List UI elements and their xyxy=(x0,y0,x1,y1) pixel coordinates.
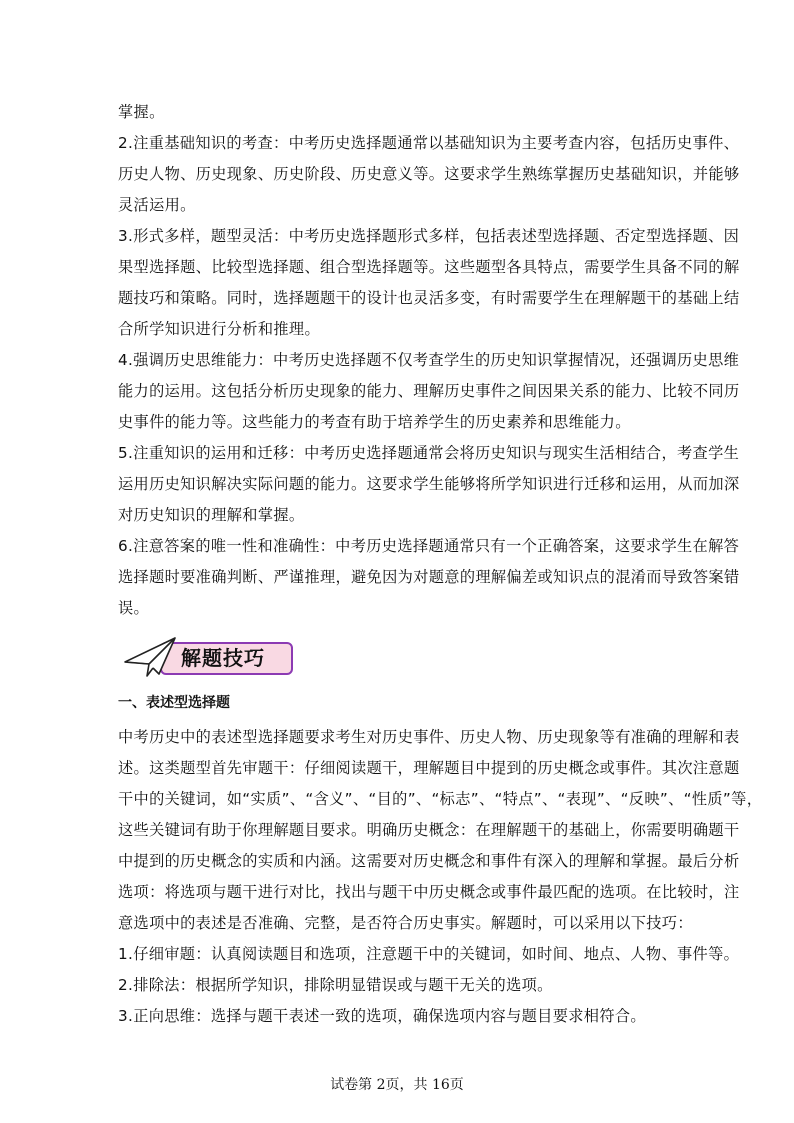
text-line: 运用历史知识解决实际问题的能力。这要求学生能够将所学知识进行迁移和运用，从而加深 xyxy=(118,475,740,493)
text-line: 1.仔细审题：认真阅读题目和选项，注意题干中的关键词，如时间、地点、人物、事件等。 xyxy=(118,945,740,963)
text-line: 掌握。 xyxy=(118,103,165,121)
text-line: 选择题时要准确判断、严谨推理，避免因为对题意的理解偏差或知识点的混淆而导致答案错 xyxy=(118,568,740,586)
text-line: 果型选择题、比较型选择题、组合型选择题等。这些题型各具特点，需要学生具备不同的解 xyxy=(118,258,740,276)
text-line: 这些关键词有助于你理解题目要求。明确历史概念：在理解题干的基础上，你需要明确题干 xyxy=(118,821,740,839)
text-line: 对历史知识的理解和掌握。 xyxy=(118,506,305,524)
text-line: 中提到的历史概念的实质和内涵。这需要对历史概念和事件有深入的理解和掌握。最后分析 xyxy=(118,852,740,870)
text-line: 误。 xyxy=(118,599,150,617)
banner-label: 解题技巧 xyxy=(181,646,265,670)
text-line: 意选项中的表述是否准确、完整，是否符合历史事实。解题时，可以采用以下技巧： xyxy=(118,914,693,932)
text-line: 史事件的能力等。这些能力的考查有助于培养学生的历史素养和思维能力。 xyxy=(118,413,631,431)
paper-plane-icon xyxy=(123,634,183,684)
text-line: 2.排除法：根据所学知识，排除明显错误或与题干无关的选项。 xyxy=(118,976,553,994)
text-line: 合所学知识进行分析和推理。 xyxy=(118,320,320,338)
text-line: 题技巧和策略。同时，选择题题干的设计也灵活多变，有时需要学生在理解题干的基础上结 xyxy=(118,289,740,307)
text-line: 3.正向思维：选择与题干表述一致的选项，确保选项内容与题目要求相符合。 xyxy=(118,1007,646,1025)
page-footer: 试卷第 2页，共 16页 xyxy=(330,1077,464,1093)
text-line: 6.注意答案的唯一性和准确性：中考历史选择题通常只有一个正确答案，这要求学生在解答 xyxy=(118,537,740,555)
text-line: 3.形式多样，题型灵活：中考历史选择题形式多样，包括表述型选择题、否定型选择题、因 xyxy=(118,227,740,245)
text-line: 灵活运用。 xyxy=(118,196,196,214)
text-line: 2.注重基础知识的考查：中考历史选择题通常以基础知识为主要考查内容，包括历史事件、 xyxy=(118,134,740,152)
text-line: 5.注重知识的运用和迁移：中考历史选择题通常会将历史知识与现实生活相结合，考查学生 xyxy=(118,444,740,462)
text-line: 能力的运用。这包括分析历史现象的能力、理解历史事件之间因果关系的能力、比较不同历 xyxy=(118,382,740,400)
exam-features-text xyxy=(118,97,740,624)
text-line: 中考历史中的表述型选择题要求考生对历史事件、历史人物、历史现象等有准确的理解和表 xyxy=(118,728,740,746)
technique-text xyxy=(118,722,763,1032)
text-line: 选项：将选项与题干进行对比，找出与题干中历史概念或事件最匹配的选项。在比较时，注 xyxy=(118,883,740,901)
text-line: 述。这类题型首先审题干：仔细阅读题干，理解题目中提到的历史概念或事件。其次注意题 xyxy=(118,759,740,777)
text-line: 历史人物、历史现象、历史阶段、历史意义等。这要求学生熟练掌握历史基础知识，并能够 xyxy=(118,165,740,183)
section-banner xyxy=(123,634,298,684)
section-heading: 一、表述型选择题 xyxy=(118,695,230,711)
text-line: 干中的关键词，如“实质”、“含义”、“目的”、“标志”、“特点”、“表现”、“反映”、“性质”等， xyxy=(118,790,763,808)
text-line: 4.强调历史思维能力：中考历史选择题不仅考查学生的历史知识掌握情况，还强调历史思维 xyxy=(118,351,740,369)
